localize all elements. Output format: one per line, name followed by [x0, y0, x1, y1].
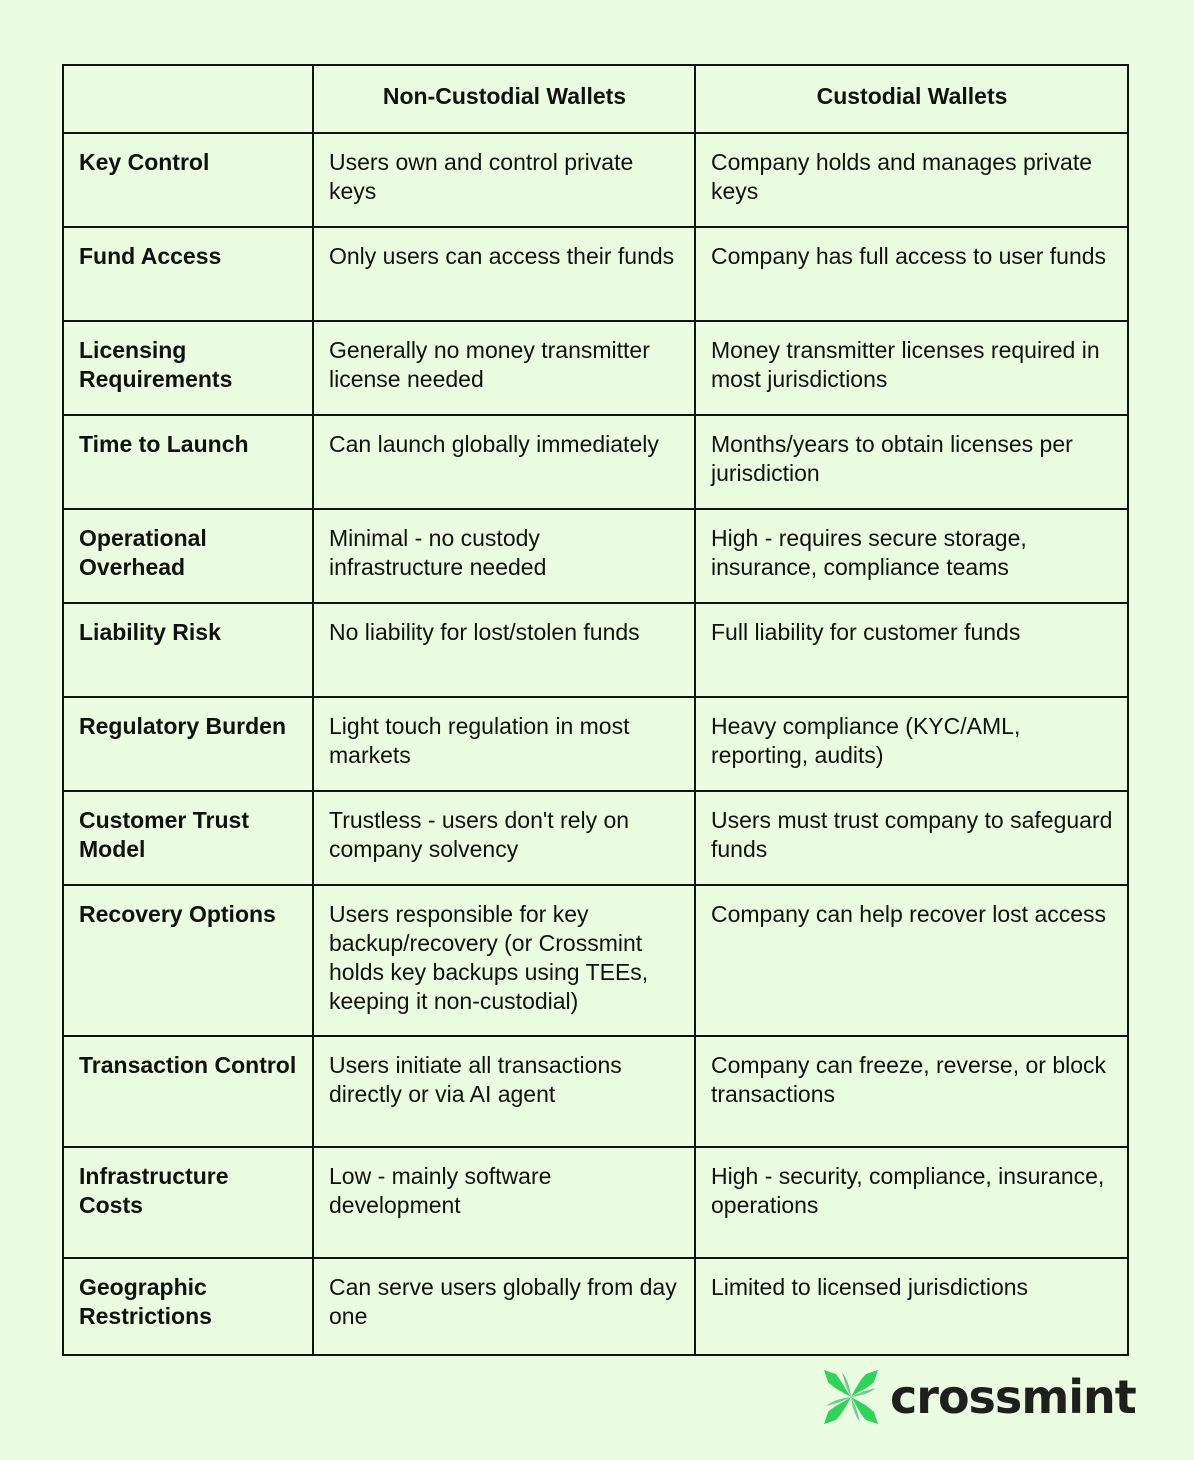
table-row — [63, 227, 1128, 321]
table-row — [63, 1147, 1128, 1258]
non-custodial-cell: Minimal - no custody infrastructure needed — [313, 509, 695, 603]
row-label: Transaction Control — [63, 1036, 313, 1147]
header-empty-cell — [63, 65, 313, 133]
table-row — [63, 415, 1128, 509]
custodial-cell: Company holds and manages private keys — [695, 133, 1128, 227]
crossmint-logo-icon — [822, 1368, 880, 1426]
row-label: Time to Launch — [63, 415, 313, 509]
custodial-cell: Company can freeze, reverse, or block transactions — [695, 1036, 1128, 1147]
custodial-cell: Heavy compliance (KYC/AML, reporting, audits) — [695, 697, 1128, 791]
comparison-table — [62, 64, 1129, 1356]
row-label: Fund Access — [63, 227, 313, 321]
custodial-cell: Money transmitter licenses required in most jurisdictions — [695, 321, 1128, 415]
row-label: Licensing Requirements — [63, 321, 313, 415]
custodial-cell: Months/years to obtain licenses per jurisdiction — [695, 415, 1128, 509]
table-row — [63, 1258, 1128, 1355]
non-custodial-cell: Users initiate all transactions directly or via AI agent — [313, 1036, 695, 1147]
table-row — [63, 1036, 1128, 1147]
non-custodial-cell: Only users can access their funds — [313, 227, 695, 321]
non-custodial-cell: Can serve users globally from day one — [313, 1258, 695, 1355]
row-label: Recovery Options — [63, 885, 313, 1036]
table-row — [63, 321, 1128, 415]
non-custodial-cell: Trustless - users don't rely on company solvency — [313, 791, 695, 885]
row-label: Operational Overhead — [63, 509, 313, 603]
brand-wordmark: crossmint — [890, 1370, 1136, 1424]
custodial-cell: High - requires secure storage, insurance, compliance teams — [695, 509, 1128, 603]
row-label: Customer Trust Model — [63, 791, 313, 885]
row-label: Infrastructure Costs — [63, 1147, 313, 1258]
non-custodial-cell: No liability for lost/stolen funds — [313, 603, 695, 697]
row-label: Key Control — [63, 133, 313, 227]
header-non-custodial: Non-Custodial Wallets — [313, 65, 695, 133]
non-custodial-cell: Low - mainly software development — [313, 1147, 695, 1258]
table-row — [63, 603, 1128, 697]
non-custodial-cell: Users own and control private keys — [313, 133, 695, 227]
header-row — [63, 65, 1128, 133]
custodial-cell: Company can help recover lost access — [695, 885, 1128, 1036]
row-label: Geographic Restrictions — [63, 1258, 313, 1355]
non-custodial-cell: Can launch globally immediately — [313, 415, 695, 509]
custodial-cell: Users must trust company to safeguard funds — [695, 791, 1128, 885]
table-row — [63, 509, 1128, 603]
row-label: Liability Risk — [63, 603, 313, 697]
custodial-cell: Company has full access to user funds — [695, 227, 1128, 321]
header-custodial: Custodial Wallets — [695, 65, 1128, 133]
custodial-cell: Limited to licensed jurisdictions — [695, 1258, 1128, 1355]
row-label: Regulatory Burden — [63, 697, 313, 791]
non-custodial-cell: Users responsible for key backup/recovery (or Crossmint holds key backups using TEEs, keeping it non-custodial) — [313, 885, 695, 1036]
non-custodial-cell: Light touch regulation in most markets — [313, 697, 695, 791]
table-row — [63, 791, 1128, 885]
custodial-cell: High - security, compliance, insurance, operations — [695, 1147, 1128, 1258]
custodial-cell: Full liability for customer funds — [695, 603, 1128, 697]
non-custodial-cell: Generally no money transmitter license needed — [313, 321, 695, 415]
table-row — [63, 697, 1128, 791]
table-row — [63, 885, 1128, 1036]
crossmint-logo — [822, 1368, 1136, 1426]
table-row — [63, 133, 1128, 227]
